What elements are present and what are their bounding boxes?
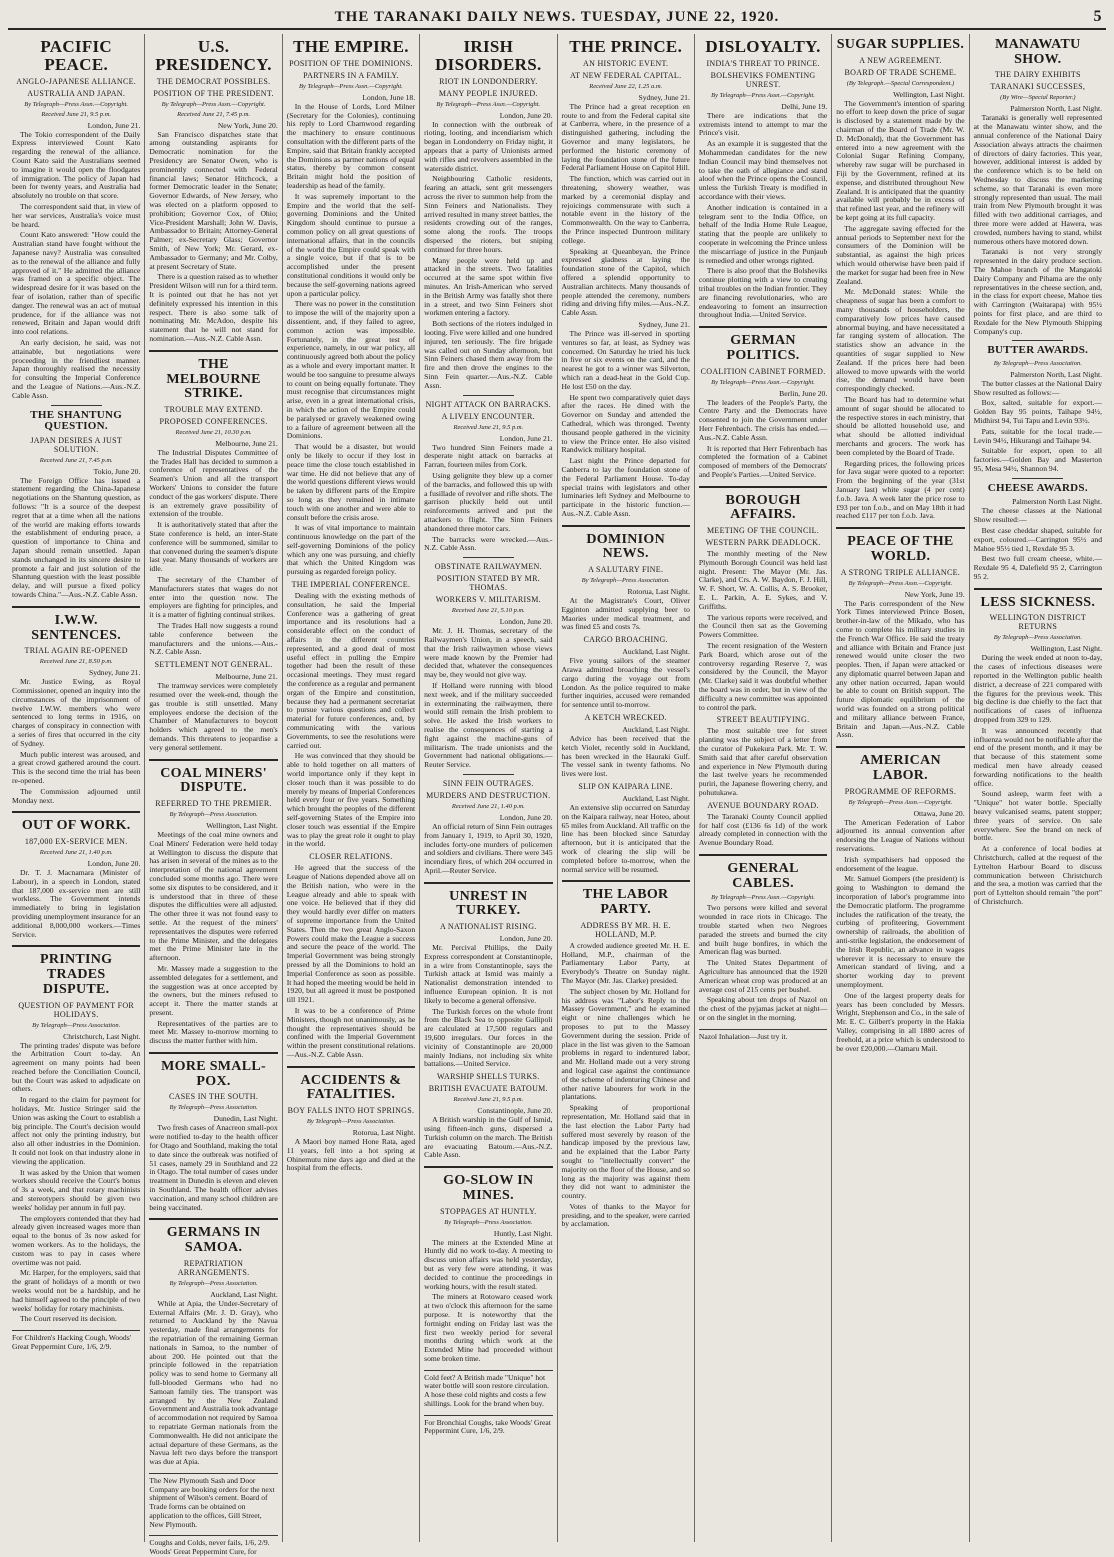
dateline: Sydney, June 21.	[88, 668, 141, 678]
paragraph: It was to be a conference of Prime Ministers, though not unanimously, as he thought the representatives should be confined with the Imperial Government within the present constitutional relations.—Aus.-N.Z. Cable Assn.	[286, 1005, 416, 1059]
paragraph: Neighbouring Catholic residents, fearing an attack, sent grit messengers across the river to summon help from the Sinn Feiners and Nationalists. They arrived resulted in many street battles, the residents crowding out of the ranges, some along the roofs. The troops dispersed the rioters, but sniping continued for three hours.	[424, 174, 553, 254]
advertisement: For Bronchial Coughs, take Woods' Great Peppermint Cure, 1/6, 2/9.	[424, 1415, 552, 1436]
paragraph: Mr. Percival Phillips, the Daily Express correspondent at Constantinople, in a wire from Constantinople, says the Turkish attack at Ismid was mainly a Nationalist demonstration intended to influence European opinion. It is not likely to become a general offensive.	[424, 943, 553, 1005]
subhead: COALITION CABINET FORMED.	[700, 366, 826, 376]
subhead: BOARD OF TRADE SCHEME.	[844, 67, 957, 77]
column-1	[8, 34, 145, 1542]
headline-american-labor: AMERICAN LABOR.	[859, 753, 941, 783]
paragraph: Votes of thanks to the Mayor for presiding, and to the speaker, were carried by acclamation.	[561, 1201, 690, 1229]
column-7	[832, 34, 969, 1542]
headline-empire: THE EMPIRE.	[293, 37, 409, 56]
headline-less-sickness: LESS SICKNESS.	[980, 594, 1096, 610]
headline-out-of-work: OUT OF WORK.	[21, 818, 131, 834]
dateline: Palmerston North, Last Night.	[1010, 104, 1102, 114]
dateline: Delhi, June 19.	[781, 101, 828, 111]
paragraph: A Maori boy named Hone Rata, aged 11 years, fell into a hot spring at Ohinemutu nine days ago and died at the hospital from the effects.	[286, 1137, 416, 1173]
paragraph: The Government's intention of sparing no effort to keep down the price of sugar is disclosed by a statement made by the chairman of the Board of Trade (Mr. W. D. McDonald), that the Government has entered into a new agreement with the Colonial Sugar Refining Company, whereby raw sugar will be purchased in Fiji by the Government, refined at its expense, and distributed throughout New Zealand. It is anticipated that the quantity available will probably be in excess of that refined last year, and the refinery will be kept going at its full capacity.	[836, 98, 965, 223]
dateline: New York, June 20.	[217, 120, 278, 130]
paragraph: The Tokio correspondent of the Daily Express interviewed Count Kato regarding the renewal of the alliance. Count Kato said the Australians seemed to imagine it would open the floodgates of immigration. The policy of Japan had been for twenty years, and Australia had absolutely no trouble on that score.	[12, 129, 141, 201]
subhead: AUSTRALIA AND JAPAN.	[27, 88, 126, 98]
divider	[12, 811, 140, 813]
paragraph: At a conference of local bodies at Christchurch, called at the request of the Lyttelton Harbour Board to discuss communication between Christchurch and the sea, a motion was carried that the port of Lyttelton should remain "the port" of Christchurch.	[973, 844, 1102, 906]
paragraph: The Paris correspondent of the New York Times interviewed Prince Bosen, brother-in-law of the Mikado, who has come to complete his military studies in the French War Office. He said the treaty and alliance with Britain and France just renewed would unite closer the two peoples. Then, if Japan were attacked or any diplomatic quarrel between Japan and any other nation occurred, Japan would be able to count on British support. The future diplomatic equilibrium of the world was founded on a strong political and military alliance between France, Britain and Japan.—Aus.-N.Z. Cable Assn.	[836, 598, 965, 740]
divider	[974, 588, 1102, 590]
paragraph: Mr. Harper, for the employers, said that the grant of holidays of a month or two weeks would not be a hardship, and he had himself agreed to the principle of two weeks' holiday for rotary machinists.	[12, 1268, 141, 1313]
byline: By Telegraph—Press Assn.—Copyright.	[161, 100, 266, 108]
dateline: Palmerston North Last Night.	[1012, 497, 1102, 507]
byline: By Telegraph—Press Association.	[169, 1104, 258, 1112]
divider	[1012, 478, 1063, 479]
paragraph: Advice has been received that the ketch Violet, recently sold in Auckland, has been wrecked in the Hauraki Gulf. The vessel sank in twenty fathoms. No lives were lost.	[561, 734, 690, 779]
subhead: BOY FALLS INTO HOT SPRINGS.	[287, 1106, 415, 1116]
subhead: BRITISH EVACUATE BATOUM.	[428, 1084, 548, 1094]
headline-germans-samoa: GERMANS IN SAMOA.	[166, 1225, 261, 1256]
subhead: THE DEMOCRAT POSSIBLES.	[156, 76, 271, 86]
paragraph: The correspondent said that, in view of her war services, Australia's voice must be heard.	[12, 202, 141, 229]
divider	[463, 395, 514, 396]
divider	[12, 945, 140, 947]
paragraph: Speaking about ten drops of Nazol on the chest of the pyjamas jacket at night—or on the singlet in the morning.	[698, 995, 828, 1022]
byline: By Telegraph—Press Association.	[581, 577, 670, 585]
paragraph: Suitable for export, open to all factories.—Golden Bay and Masterton 95, Mesa 94½, Shannon 94.	[973, 446, 1102, 474]
subhead: REFERRED TO THE PREMIER.	[155, 798, 272, 808]
subhead: NIGHT ATTACK ON BARRACKS.	[425, 399, 551, 409]
paragraph: It was of vital importance to maintain continuous knowledge on the part of the self-governing Dominions of the policy which any one was pursuing, and chiefly that which the United Kingdom was pursuing as regarded foreign policy.	[286, 523, 416, 577]
paragraph: Many people were held up and attacked in the streets. Two fatalities occurred at the same spot within five minutes. An Irish-American who served in the British Army was fatally shot there in a street, and two Sinn Feiners shot workmen entering a factory.	[424, 255, 553, 318]
dateline: Sydney, June 21.	[638, 92, 690, 102]
advertisement: Coughs and Colds, never fails, 1/6, 2/9. Woods' Great Peppermint Cure, for	[149, 1535, 277, 1556]
paragraph: The miners at Rotowaro ceased work at two o'clock this afternoon for the same purpose. It is noteworthy that the fortnight ending on Friday last was the first two weekly period for several months during which work at the Extended Mine had proceeded without some broken time.	[424, 1292, 553, 1363]
paragraph: At the Magistrate's Court, Oliver Egginton admitted supplying beer to Maories under medical treatment, and was fined £5 and costs 7s.	[561, 596, 690, 632]
byline: By Telegraph—Press Association.	[169, 810, 258, 818]
byline: By Telegraph—Press Assn.—Copyright.	[711, 91, 815, 99]
paragraph: Meetings of the coal mine owners and Coal Miners' Federation were held today at Wellington to discuss the dispute that has arisen in several of the mines as to the interpretation of the national agreement concluded some months ago. There were some six disputes to be considered, and it is understood that in three of these disputes the difficulties were all adjusted. The other three it was not found easy to settle. At the request of the miners' representatives the disputes were referred to the Prime Minister, and the delegates met the Prime Minister late in the afternoon.	[149, 829, 278, 963]
dateline: Rotorua, Last Night.	[352, 1128, 416, 1138]
paragraph: If Holland were running with blood next week, and if the military succeeded in exterminating the railwaymen, there would still remain the Irish problem to solve. He asked the Irish workers to realise the consequences of starting a fight against the machine-guns of militarism. The trade unionists and the Government had national obligations.—Reuter Service.	[424, 680, 553, 770]
divider	[287, 1066, 415, 1068]
byline: By Telegraph—Press Association.	[306, 1118, 395, 1126]
divider	[149, 1052, 277, 1054]
paragraph: Two persons were killed and several wounded in race riots in Chicago. The trouble started when two Negroes paraded the streets and burned the city and built huge bonfires, in which the American flag was burned.	[698, 903, 828, 957]
byline: By Telegraph—Press Assn.—Copyright.	[299, 82, 403, 90]
paragraph: Mr. J. H. Thomas, secretary of the Railwaymen's Union, in a speech, said that the Irish railwaymen whose views were made known by the Premier had decided that, whatever the consequences may be, they would not give way.	[424, 626, 553, 680]
divider	[463, 557, 514, 558]
received-line: Received June 21, 9.5 p.m.	[41, 110, 112, 118]
column-8	[970, 34, 1106, 1542]
paragraph: There is a question raised as to whether President Wilson will run for a third term. It is pointed out that he has not yet definitely expressed his intention in this respect. There is also some talk of nominating Mr. McAdoo, despite his statement that he will not stand for nomination.—Aus.-N.Z. Cable Assn.	[149, 272, 278, 344]
paragraph: The most suitable tree for street planting was the subject of a letter from the curator of Pukekura Park. Mr. T. W. Smith said that after careful observation and experience in New Plymouth during the last twelve years he recommended puriri, the Japanese flowering cherry, and pohutukawa.	[698, 726, 828, 798]
divider	[699, 486, 827, 488]
paragraph: The Industrial Disputes Committee of the Trades Hall has decided to summon a conference of representatives of the Seamen's Union and all the transport Workers' Unions to consider the future conduct of the gas workers' dispute. There is an extremely grave possibility of extension of the trouble.	[149, 447, 278, 519]
byline: By Telegraph—Press Assn.—Copyright.	[24, 100, 129, 108]
headline-coal-miners: COAL MINERS' DISPUTE.	[160, 765, 267, 796]
received-line: Received June 21, 5.10 p.m.	[451, 607, 525, 615]
headline-pacific-peace: PACIFIC PEACE.	[40, 37, 113, 74]
headline-iww: I.W.W. SENTENCES.	[31, 612, 122, 643]
subhead: TARANAKI SUCCESSES,	[990, 82, 1086, 92]
subhead: POSITION OF THE PRESIDENT.	[153, 88, 274, 98]
headline-accidents: ACCIDENTS & FATALITIES.	[300, 1072, 402, 1103]
paragraph: Irish sympathisers had opposed the endorsement of the league.	[836, 854, 965, 873]
paragraph: Two fresh cases of Anacreon small-pox were notified to-day to the health officer for Otago and Southland, making the total to date since the outbreak was notified of 51 cases, namely 29 in Southland and 22 in Otago. The total number of cases under treatment in Dunedin is eleven and eleven in Southland. The health officer advises vaccination, and many school children are being vaccinated.	[149, 1123, 278, 1212]
headline-disloyalty: DISLOYALTY.	[705, 37, 821, 56]
paragraph: Dr. T. J. Macnamara (Minister of Labour), in a speech in London, stated that 187,000 ex-service men are still workless. The Government intends immediately to bring in legislation providing unemployment insurance for an additional 8,000,000 workers.—Times Service.	[12, 868, 141, 939]
paragraph: Dealing with the existing methods of consultation, he said the Imperial Conference was a gathering of great importance and its resolutions had a considerable effect on the conduct of affairs in the different countries represented, and a good deal of most useful effect in pulling the Empire together had been the result of these occasional meetings. They must regard the conference as a regular and permanent organ of the Empire and constitution, because they had a permanent secretariat to pursue various questions and collect material for future conferences, and, by communicating with the various Governments, to see the resolutions were carried out.	[286, 591, 416, 750]
divider	[699, 854, 827, 856]
column-5	[558, 34, 695, 1542]
paragraph: The secretary of the Chamber of Manufacturers states that wages do not enter into the question now. The employers are fighting for principles, and it is a matter of fighting continual strikes.	[149, 575, 278, 620]
paragraph: The Court reserved its decision.	[20, 1314, 117, 1324]
advertisement: Nazol Inhalation—Just try it.	[699, 1029, 827, 1042]
headline-us-presidency: U.S. PRESIDENCY.	[155, 37, 272, 74]
received-line: Received June 21, 1.40 p.m.	[39, 849, 113, 857]
paragraph: While at Apia, the Under-Secretary of External Affairs (Mr. J. D. Gray), who returned to Auckland by the Navua yesterday, made final arrangements for the repatriation of the remaining German nationals in Samoa, to the number of about 200. He pointed out that the principle followed in the repatriation policy was to send home to Germany all full-blooded Germans who had no Samoan family ties. The transport was arranged by the New Zealand Government and Australia took advantage of accommodation not required by Samoa to repatriate German nationals from the Commonwealth. He did not anticipate the actual departure of these Germans, as the Navua left two days before the transport was due at Apia.	[149, 1298, 278, 1467]
paragraph: The United States Department of Agriculture has announced that the 1920 American wheat crop was produced at an average cost of 215 cents per bushel.	[698, 958, 828, 994]
dateline: Sydney, June 21.	[638, 319, 690, 329]
headline-printing-trades: PRINTING TRADES DISPUTE.	[39, 952, 113, 997]
paragraph: As an example it is suggested that the Mohammedan candidates for the new Indian Council may bind themselves not to take the oath of allegiance and stand aloof when the Prince opens the Council, unless the Turkish Treaty is modified in accordance with their views.	[698, 139, 828, 202]
subhead: SINN FEIN OUTRAGES.	[442, 778, 534, 788]
dateline: Palmerston North, Last Night.	[1010, 369, 1102, 379]
paragraph: The American Federation of Labor adjourned its annual convention after endorsing the League of Nations without reservations.	[836, 817, 965, 854]
divider	[149, 1218, 277, 1220]
byline: By Telegraph—Press Association.	[169, 1279, 258, 1287]
subhead: PROPOSED CONFERENCES.	[159, 416, 268, 426]
paragraph: A crowded audience greeted Mr. H. E. Holland, M.P., chairman of the Parliamentary Labor Party, at Everybody's Theatre on Sunday night. The Mayor (Mr. Jas. Clarke) presided.	[561, 940, 690, 985]
subhead: BOLSHEVIKS FOMENTING UNREST.	[710, 70, 816, 89]
subhead: INDIA'S THREAT TO PRINCE.	[706, 58, 820, 68]
paragraph: He was convinced that they should be able to hold together on all matters of world importance only if they kept in closer touch than it was possible to do merely by means of Imperial Conferences held every four or five years. Something which brought the peoples of the different self-governing States of the Empire into closer touch was essential if the Empire was to play the great role it ought to play in the world.	[286, 751, 416, 849]
divider	[836, 527, 964, 529]
advertisement: For Children's Hacking Cough, Woods' Great Peppermint Cure, 1/6, 2/9.	[12, 1330, 140, 1351]
headline-melbourne-strike: THE MELBOURNE STRIKE.	[166, 356, 261, 402]
dateline: London, June 21.	[499, 433, 553, 443]
subhead: PROGRAMME OF REFORMS.	[844, 786, 957, 796]
divider	[562, 880, 690, 882]
advertisement: Cold feet? A British made "Unique" hot water bottle will soon restore circulation. A hose these cold nights and costs a few shillings. Look for the brand when buy.	[424, 1370, 552, 1409]
paragraph: In connection with the outbreak of rioting, looting, and incendiarism which began in Londonderry on Friday night, it appears that a party of Unionists armed with rifles and revolvers assembled in the waterside district.	[424, 119, 553, 173]
paragraph: Last night the Prince departed for Canberra to lay the foundation stone of the Federal Parliament House. To-day special trains with legislators and other luminaries left Sydney and Melbourne to participate in the historic function.—Aus.-N.Z. Cable Assn.	[561, 456, 690, 518]
dateline: Melbourne, June 21.	[215, 672, 278, 682]
paragraph: Mr. Justice Ewing, as Royal Commissioner, opened an inquiry into the circumstances of the imprisonment of twelve I.W.W. members who were sentenced to long terms in 1916, on charges of conspiracy in connection with a series of fires that occurred in the city of Sydney.	[12, 677, 141, 748]
dateline: Dunedin, Last Night.	[213, 1114, 278, 1124]
article-columns	[8, 34, 1106, 1556]
subhead: A LIVELY ENCOUNTER.	[441, 411, 535, 421]
divider	[1012, 340, 1063, 341]
subhead: WELLINGTON DISTRICT RETURNS	[989, 613, 1087, 632]
dateline: London, June 20.	[499, 934, 553, 944]
subhead: CASES IN THE SOUTH.	[169, 1092, 259, 1102]
subhead: ADDRESS BY MR. H. E. HOLLAND, M.P.	[580, 920, 671, 939]
paragraph: In the House of Lords, Lord Milner (Secretary for the Colonies), continuing his reply to Lord Charnwood regarding the machinery to ensure continuous consultation with the different parts of the Empire, said that Britain frankly accepted the Dominions as partner nations of equal status, thereby by common consent Britain might hold the position of leadership as head of the family.	[286, 101, 416, 191]
subhead: A NATIONALIST RISING.	[440, 922, 537, 932]
subhead: SLIP ON KAIPARA LINE.	[578, 782, 673, 792]
paragraph: Taranaki is generally well represented at the Manawatu winter show, and the annual conference of the National Dairy Association always attracts the chairmen of directors of dairy factories. This year, however, additional interest is added by the conference which is to be held on Wednesday to discuss the marketing scheme, so that Taranaki is even more strongly represented than usual. The mail train from New Plymouth brought it was filled with two additional carriages, and three more were added at Hawera, was crowded, numbers having to stand, whilst numerous others have motored down.	[973, 113, 1102, 246]
paragraph: Mr. McDonald states: While the cheapness of sugar has been a comfort to many thousands of householders, the comparatively low prices have caused abnormal buying, and have necessitated a far ranging system of allocation. The statistics show an advance in the quantities of sugar supplied to New Zealand. If the prices here had been allowed to move upwards with the world rise, the demand would have been correspondingly checked.	[836, 287, 965, 394]
paragraph: The Turkish forces on the whole front from the Black Sea to opposite Gallipoli are calculated at 17,500 regulars and 19,600 irregulars. Our forces in the vicinity of Constantinople are 20,000 mainly Indians, not including six white battalions.—United Service.	[424, 1006, 553, 1069]
paragraph: One of the largest property deals for years has been concluded by Messrs. Wright, Stephenson and Co., in the sale of Mr. E. C. Gilbert's property in the Hakia Valley, comprising in all 1880 acres of freehold, at a price which is understood to be over £20,000.—Oamaru Mail.	[836, 990, 965, 1053]
subhead: AVENUE BOUNDARY ROAD.	[707, 800, 819, 810]
byline: By Telegraph—Press Association.	[444, 1218, 533, 1226]
dateline: Wellington, Last Night.	[1030, 644, 1102, 654]
dateline: Berlin, June 20.	[779, 388, 828, 398]
paragraph: Sound asleep, warm feet with a "Unique" hot water bottle. Specially heavy vulcanised seams, patent stopper; three years of service. On sale everywhere. See the brand on neck of bottle.	[973, 789, 1102, 843]
subhead: 187,000 EX-SERVICE MEN.	[24, 837, 128, 847]
paragraph: Count Kato answered: "How could the Australian stand have fought without the Japanese navy? Australia was consulted as to the renewal of the alliance and fully approved of it." He admitted the alliance was framed on a specific object. The widespread desire for it was based on the fear of isolation, rather than of specific danger. The renewal was an act of mutual prudence, for if the alliance was not renewed, Britain and Japan would drift into cool relations.	[12, 230, 141, 337]
subhead: JAPAN DESIRES A JUST SOLUTION.	[30, 435, 123, 454]
paragraph: Regarding prices, the following prices for Java sugar were quoted to a reporter: From the beginning of the year (31st January last) white sugar (4 per cent) f.o.b. Java. A week later the price rose to £93 per ton f.o.b., and on May 18th it had reached £117 per ton f.o.b. Java.	[836, 458, 965, 521]
paragraph: The Board has had to determine what amount of sugar should be allocated to the respective stores in each ministry, that should be allotted household use, and what should be allotted individual merchants and grocers. The work has been completed by the Board of Trade.	[836, 394, 965, 457]
paragraph: The subject chosen by Mr. Holland for his address was "Labor's Reply to the Massey Government," and he examined eight or nine challenges which he proposes to put to the Massey Government during the session. Pride of place in the list was given to the Samoan problems in regard to indentured labor, and Mr. Holland made out a very strong and logical case against the continuance of the scheme of indenturing Chinese and other native labourers for work in the plantations.	[561, 986, 690, 1102]
paragraph: There was no power in the constitution to impose the will of the majority upon a dissentient, and, if they failed to agree, common action was impossible. Fortunately, in the great test of experience, namely, in our war policy, all continuously agreed both about the policy as a whole and every important matter. It would be too sanguine to presume always to count on being equally fortunate. They must recognise that circumstances might arise, even in a great international crisis, in which the action of the Empire could be paralysed or gravely weakened owing to a failure of agreement between all the Dominions.	[286, 299, 416, 441]
divider	[699, 326, 827, 328]
subhead: AT NEW FEDERAL CAPITAL.	[569, 70, 682, 80]
subhead: MEETING OF THE COUNCIL.	[707, 526, 820, 536]
subhead: MANY PEOPLE INJURED.	[438, 88, 538, 98]
paragraph: The barracks were wrecked.—Aus.-N.Z. Cable Assn.	[424, 534, 553, 553]
headline-sugar-supplies: SUGAR SUPPLIES.	[836, 37, 965, 52]
paragraph: Best two full cream cheese, white.—Rexdale 95 4, Dalefield 95 2, Carrington 95 2.	[973, 554, 1102, 581]
paragraph: The monthly meeting of the New Plymouth Borough Council was held last night. Present: The Mayor (Mr. Jas. Clarke), and Crs. A. W. Baydon, F. J. Hill, W. F. Short, W. A. Collis, A. S. Brooker, E. L. Parkin, A. E. Sykes, and V. Griffiths.	[698, 549, 828, 611]
headline-cheese-awards: CHEESE AWARDS.	[987, 481, 1088, 494]
dateline: Constantinople, June 20.	[477, 1106, 553, 1116]
paragraph: The Taranaki County Council applied for half cost (£136 6s 1d) of the work already completed in connection with the Avenue Boundary Road.	[698, 811, 828, 848]
paragraph: Two hundred Sinn Feiners made a desperate night attack on barracks at Farran, fourteen miles from Cork.	[424, 442, 553, 470]
dateline: London, June 20.	[499, 812, 553, 822]
dateline: London, June 20.	[499, 110, 553, 120]
divider	[424, 1166, 552, 1168]
dateline: London, June 21.	[87, 120, 141, 130]
paragraph: He spent two comparatively quiet days after the races. He dined with the Governor on Sunday and attended the Cathedral, which was thronged. Twenty thousand people gathered in the vicinity to view the Prince enter. He also visited Randwick military hospital.	[561, 392, 690, 455]
subhead: CARGO BROACHING.	[583, 635, 668, 645]
dateline: London, June 20.	[87, 859, 141, 869]
paragraph: Five young sailors of the steamer Arawa admitted broaching the vessel's cargo during the voyage out from London. As the police required to make further inquiries, accused were remanded for sentence until to-morrow.	[561, 656, 690, 710]
masthead	[8, 6, 1106, 30]
byline: By Telegraph—Press Association.	[993, 359, 1082, 367]
paragraph: Speaking at Queanbeyan, the Prince expressed gladness at laying the foundation stone of the Capitol, which offered a splendid opportunity to Australian architects. Many thousands of people attended the ceremony, numbers riding and driving fifty miles.—Aus.-N.Z. Cable Assn.	[561, 246, 690, 318]
divider	[562, 525, 690, 527]
paragraph: San Francisco dispatches state that among outstanding aspirants for Democratic nomination for the Presidency are Senator Owen, who is prominently connected with Federal financial laws; Senator Hitchcock, a former Democratic leader in the Senate; Governor Edwards, of New Jersey, who was elected on a platform opposed to prohibition; Governor Cox, of Ohio; Vice-President Marshall; John W. Davis, Ambassador to Britain; Attorney-General Palmer; ex-Secretary Glass; Governor Smith, of New York; Mr. Gerard, ex-Ambassador to Germany; and Mr. Colby, at present Secretary of State.	[149, 129, 278, 271]
subhead: THE DAIRY EXHIBITS	[994, 70, 1081, 80]
subhead: CLOSER RELATIONS.	[309, 852, 393, 862]
dateline: Ottawa, June 20.	[913, 808, 965, 818]
paragraph: In regard to the claim for payment for holidays, Mr. Justice Stringer said the Union was asking the Court to establish a big principle. The Court's decision would affect not only the printing industry, but also all other industries in the Dominion. It could not look on that industry alone in viewing the application.	[12, 1095, 141, 1166]
masthead-title: THE TARANAKI DAILY NEWS. TUESDAY, JUNE 22, 1920.	[334, 8, 780, 25]
paragraph: An early decision, he said, was not attainable, but negotiations were proceeding in the friendliest manner. Japan thoroughly realised the necessity for consulting the Imperial Conference and the League of Nations.—Aus.-N.Z. Cable Assn.	[12, 338, 141, 400]
received-line: Received June 22, 1.25 a.m.	[589, 82, 663, 90]
byline: By Telegraph—Press Assn.—Copyright.	[848, 798, 953, 806]
subhead: POSITION STATED BY MR. THOMAS.	[436, 574, 541, 593]
divider	[424, 882, 552, 884]
byline: (By Wire—Special Reporter.)	[1000, 94, 1076, 102]
column-6	[695, 34, 832, 1542]
headline-irish-disorders: IRISH DISORDERS.	[435, 37, 542, 74]
paragraph: It was supremely important to the Empire and the world that the self-governing Dominions and the United Kingdom should continue to pursue a common policy on all great questions of international affairs, that in the councils of the world the Empire could speak with a single voice, but if that is to be accomplished under the present constitutional conditions it would only be because the self-governing nations agreed upon a particular policy.	[286, 191, 416, 298]
headline-labor-party: THE LABOR PARTY.	[582, 887, 669, 918]
headline-peace-of-world: PEACE OF THE WORLD.	[847, 534, 954, 564]
byline: By Telegraph—Press Association.	[993, 634, 1082, 642]
subhead: TRIAL AGAIN RE-OPENED	[24, 646, 128, 656]
advertisement: The New Plymouth Sash and Door Company are booking orders for the next shipment of Wilson's cement. Board of Trade forms can be obtained on application to the offices, Gill Street, New Plymouth.	[149, 1473, 277, 1529]
column-2	[145, 34, 282, 1556]
paragraph: Another indication is contained in a telegram sent to the India Office, on behalf of the India Home Rule League, stating that the people are unlikely to cooperate in welcoming the Prince unless the miscarriage of justice in the Punjaub is remedied and other wrongs righted.	[698, 202, 828, 265]
divider	[463, 774, 514, 775]
dateline: Melbourne, June 21.	[215, 438, 278, 448]
subhead: THE IMPERIAL CONFERENCE.	[291, 580, 411, 590]
column-4	[420, 34, 557, 1542]
subhead: ANGLO-JAPANESE ALLIANCE.	[16, 76, 137, 86]
paragraph: A British warship in the Gulf of Ismid, using fifteen-inch guns, dispersed a Turkish column on the march. The British are evacuating Batoum.—Aus.-N.Z. Cable Assn.	[424, 1115, 553, 1160]
dateline: Tokio, June 20.	[93, 466, 141, 476]
dateline: Rotorua, Last Night.	[627, 587, 690, 597]
divider	[149, 759, 277, 761]
paragraph: The miners at the Extended Mine at Huntly did no work to-day. A meeting to discuss union affairs was held yesterday, but as very few were attending, it was decided to continue the proceedings in working hours, with the result stated.	[424, 1237, 553, 1291]
byline: By Telegraph—Press Assn.—Copyright.	[848, 579, 953, 587]
dateline: Auckland, Last Night.	[622, 647, 690, 657]
received-line: Received June 21, 10.30 p.m.	[175, 428, 252, 436]
headline-shantung: THE SHANTUNG QUESTION.	[30, 408, 123, 433]
paragraph: There is also proof that the Bolsheviks continue plotting with a view to creating tribal troubles on the Indian frontier. They are financing revolutionaries, who are endeavoring to foment an insurrection throughout India.—United Service.	[698, 266, 828, 320]
paragraph: Taranaki is not very strongly represented in the dairy produce section. The Mahoe branch of the Mangatoki Dairy Company and Pihama are the only representatives in the cheese section, and, in the class for export cheese, Mahoe ties with Carrington (Waitarapa) with 95½ points for first place, and are third to Rexdale for the New Plymouth Shipping Company's cup.	[973, 247, 1102, 336]
paragraph: The function, which was carried out in threatening, showery weather, was marked by a ceremonial display and rejoicings commensurate with such a notable event in the history of the Commonwealth. On the way to Canberra, the Prince inspected Duntroon military college.	[561, 174, 690, 245]
paragraph: The Prince had a great reception en route to and from the Federal capital site at Canberra, where, in the presence of a distinguished gathering, including the Governor and many legislators, he performed the historic ceremony of laying the foundation stone of the future Federal Parliament House on Capitol Hill.	[561, 101, 690, 173]
subhead: RIOT IN LONDONDERRY.	[439, 76, 538, 86]
paragraph: The Prince was ill-served in sporting ventures so far, at least, as Sydney was concerned. On Saturday he tried his luck in five or six events on the card, and the nearest he got to a winner was Silverton, which ran a dead-heat in the Gold Cup. He lost £50 on the day.	[561, 328, 690, 391]
subhead: TROUBLE MAY EXTEND.	[164, 404, 263, 414]
dateline: Wellington, Last Night.	[893, 89, 965, 99]
dateline: New York, June 19.	[904, 589, 965, 599]
received-line: Received June 21, 9.5 p.m.	[453, 423, 524, 431]
divider	[51, 405, 102, 406]
dateline: Auckland, Last Night.	[210, 1289, 278, 1299]
received-line: Received June 21, 7.45 p.m.	[39, 456, 113, 464]
byline: By Telegraph—Press Assn.—Copyright.	[711, 378, 815, 386]
subhead: SETTLEMENT NOT GENERAL.	[154, 660, 273, 670]
paragraph: It is reported that Herr Fehrenbach has completed the formation of a Cabinet composed of members of the Democrats' and People's Parties.—United Service.	[698, 443, 828, 479]
headline-butter-awards: BUTTER AWARDS.	[987, 344, 1089, 357]
paragraph: There are indications that the extremists intend to attempt to mar the Prince's visit.	[698, 110, 828, 138]
received-line: Received June 21, 9.5 p.m.	[453, 1096, 524, 1104]
subhead: A KETCH WRECKED.	[584, 713, 667, 723]
paragraph: Speaking of proportional representation, Mr. Holland said that in the last election the Labor Party had suffered most severely by reason of the handicap imposed by the previous law, and he explained that the Labor Party sought to "intellectually convert" the majority on the floor of the House, and so long as the majority was against them they did not want to administer the country.	[561, 1103, 690, 1201]
dateline: London, June 20.	[499, 617, 553, 627]
byline: (By Telegraph.—Special Correspondent.)	[846, 79, 955, 87]
subhead: WESTERN PARK DEADLOCK.	[705, 538, 821, 548]
subhead: REPATRIATION ARRANGEMENTS.	[177, 1258, 250, 1277]
divider	[12, 606, 140, 608]
byline: By Telegraph—Press Association.	[32, 1021, 121, 1029]
paragraph: Best case cheddar shaped, suitable for export, coloured.—Carrington 95½ and Mahoe 95½ tied 1, Rexdale 95 3.	[973, 525, 1102, 553]
paragraph: The printing trades' dispute was before the Arbitration Court to-day. An agreement on many points had been reached before the Conciliation Council, but the Court was asked to adjudicate on others.	[12, 1040, 141, 1094]
dateline: Wellington, Last Night.	[206, 820, 278, 830]
headline-dominion-news: DOMINION NEWS.	[586, 531, 665, 562]
paragraph: During the week ended at noon to-day, the cases of infectious diseases were reported in the Wellington public health district, a decrease of 221 compared with the figures for the previous week. This big decline is due chiefly to the fact that notifications of cases of influenza dropped from 329 to 129.	[973, 653, 1102, 724]
paragraph: The leaders of the People's Party, the Centre Party and the Democrats have consented to join the Government under Herr Fehrenbach. The crisis has ended.—Aus.-N.Z. Cable Assn.	[698, 397, 828, 442]
dateline: Christchurch, Last Night.	[63, 1031, 141, 1041]
paragraph: That would be a disaster, but would only be likely to occur if they lost in peace time the close touch established in war time. He did not believe that any of the world questions different views would be taken by different parts of the Empire so long as they remained in intimate touch with one another and were able to consult before the crisis arose.	[286, 442, 416, 522]
paragraph: The Commission adjourned until Monday next.	[12, 786, 141, 805]
paragraph: An official return of Sinn Fein outrages from January 1, 1919, to April 30, 1920, includes forty-one murders of policemen and soldiers and civilians. There were 345 incendiary fires, of which 204 occurred in April.—Reuter Service.	[424, 821, 553, 875]
paragraph: Mr. Massey made a suggestion to the assembled delegates for a settlement, and the suggestion was at once accepted by the owners, but the miners refused to accept it. There the matter stands at present.	[149, 963, 278, 1017]
headline-general-cables: GENERAL CABLES.	[727, 861, 799, 891]
paragraph: Using gelignite they blew up a corner of the barracks, and followed this up with a fusillade of revolver and rifle shots. The garrison pluckily held out until reinforcements arrived and put the attackers to flight. The Sinn Feiners abandoned three motor cars.	[424, 470, 553, 533]
paragraph: Both sections of the rioters indulged in looting. Five were killed and one hundred injured, ten seriously. The fire brigade was called out on Sunday afternoon, but Sinn Feiners chased them away from the fire and then drove the engines to the Sinn Fein quarter.—Aus.-N.Z. Cable Assn.	[424, 319, 553, 390]
paragraph: The employers contended that they had already given increased wages more than equal to the bonus of 3s now asked for women workers. As to the holidays, the custom was to pay in cases where overtime was not paid.	[12, 1213, 141, 1267]
subhead: A NEW AGREEMENT.	[859, 55, 942, 65]
paragraph: An extensive slip occurred on Saturday on the Kaipara railway, near Hoteo, about 65 miles from Auckland. All traffic on the line has been blocked since Saturday afternoon, but it is anticipated that the work of clearing the slip will be completed before to-morrow, when the normal service will be resumed.	[561, 803, 690, 874]
subhead: WARSHIP SHELLS TURKS.	[437, 1072, 540, 1082]
byline: By Telegraph—Press Assn.—Copyright.	[711, 894, 815, 902]
headline-small-pox: MORE SMALL-POX.	[161, 1059, 266, 1089]
dateline: Huntly, Last Night.	[493, 1228, 553, 1238]
subhead: MURDERS AND DESTRUCTION.	[426, 790, 551, 800]
divider	[149, 350, 277, 352]
headline-go-slow: GO-SLOW IN MINES.	[443, 1173, 534, 1203]
paragraph: The recent resignation of the Western Park Board, which arose out of the controversy regarding Reserve ?, was considered by the Council, the Mayor (Mr. Clarke) said it was doubtful whether the board was in order, but in view of the difficulty a new committee was appointed to control the park.	[698, 641, 828, 712]
subhead: STOPPAGES AT HUNTLY.	[440, 1206, 537, 1216]
subhead: A SALUTARY FINE.	[588, 565, 664, 575]
subhead: POSITION OF THE DOMINIONS.	[289, 58, 413, 68]
headline-borough-affairs: BOROUGH AFFAIRS.	[725, 492, 801, 523]
paragraph: The tramway services were completely resumed over the week-end, though the gas trouble is still unsettled. Many employees endorse the decision of the Chamber of Manufacturers to boycott holders which agreed to the men's demands. This threatens to jeopardise a very general settlement.	[149, 681, 278, 752]
dateline: London, June 18.	[362, 92, 416, 102]
subhead: QUESTION OF PAYMENT FOR HOLIDAYS.	[18, 1000, 135, 1019]
paragraph: Much public interest was aroused, and a great crowd gathered around the court. This is the second time the trial has been re-opened.	[12, 749, 141, 785]
received-line: Received June 21, 8.50 p.m.	[39, 658, 113, 666]
paragraph: The Foreign Office has issued a statement regarding the China-Japanese negotiations on the Shantung question, as follows: "It is a source of the deepest regret that at a time when all the nations of the world are making efforts towards the establishment of enduring peace, a question of importance to China and Japan should remain unsettled. Japan stands unchanged in its sincere desire to promote a fair and just solution of the Shantung question with the least possible delay, and will pursue a fixed policy towards China."—Aus.-N.Z. Cable Assn.	[12, 475, 141, 600]
paragraph: Mr. Samuel Gompers (the president) is going to Washington to demand the incorporation of labor's programme into the Democratic platform. The programme includes the ratification of the treaty, the curbing of profiteering, Government ownership of railroads, the abolition of anti-strike legislation, the endorsement of the Irish Republic, an advance in wages wherever it is necessary to ensure the American standard of living, and a shorter working day to prevent unemployment.	[836, 874, 965, 989]
subhead: PARTNERS IN A FAMILY.	[303, 70, 399, 80]
paragraph: The Trades Hall now suggests a round table conference between the manufacturers and the unions.—Aus.-N.Z. Cable Assn.	[149, 621, 278, 657]
headline-unrest-turkey: UNREST IN TURKEY.	[449, 888, 528, 919]
paragraph: It was asked by the Union that women workers should receive the Court's bonus of 3s a week, and that rotary machinists and stereotypers should be given two weeks' holiday per annum in full pay.	[12, 1167, 141, 1212]
received-line: Received June 21, 1.40 p.m.	[451, 802, 525, 810]
paragraph: It is authoritatively stated that after the State conference is held, an inter-State conference will be summoned, similar to that convened during the seamen's dispute last year. Many thousands of workers are idle.	[149, 520, 278, 574]
column-3	[283, 34, 420, 1542]
subhead: OBSTINATE RAILWAYMEN.	[434, 562, 542, 572]
headline-german-politics: GERMAN POLITICS.	[726, 333, 800, 363]
subhead: WORKERS V. MILITARISM.	[435, 595, 541, 605]
subhead: AN HISTORIC EVENT.	[583, 58, 669, 68]
page-number: 5	[1093, 8, 1102, 25]
paragraph: Pats, suitable for the local trade.—Levin 94½, Hikurangi and Taihape 94.	[973, 426, 1102, 445]
paragraph: The cheese classes at the National Show resulted:—	[973, 506, 1102, 525]
paragraph: Box, salted, suitable for export.—Golden Bay 95 points, Taihape 94½, Midhirst 94, Tui Tapu and Levin 93½.	[973, 398, 1102, 426]
dateline: Auckland, Last Night.	[622, 794, 690, 804]
subhead: STREET BEAUTIFYING.	[716, 715, 810, 725]
subhead: A STRONG TRIPLE ALLIANCE.	[840, 567, 961, 577]
paragraph: He agreed that the success of the League of Nations depended above all on the British nation, who were in the League already and able to speak with one voice. He believed that if they did they would hardly ever differ on matters of supreme importance from the United States. Then the two great Anglo-Saxon Powers could make the League a success and secure the peace of the world. The Imperial Government was being strongly pressed by all the Dominions to hold an Imperial Conference as soon as possible. It had hoped the meeting would be held in 1920, but all agreed it must be postponed till 1921.	[286, 863, 416, 1005]
paragraph: It was announced recently that influenza would not be notifiable after the end of the present month, and it may be that because of this statement some medical men have already ceased forwarding notifications to the health office.	[973, 725, 1102, 788]
byline: By Telegraph—Press Assn.—Copyright.	[436, 100, 541, 108]
headline-the-prince: THE PRINCE.	[569, 37, 683, 56]
dateline: Auckland, Last Night.	[622, 725, 690, 735]
received-line: Received June 21, 7.45 p.m.	[177, 110, 251, 118]
paragraph: Representatives of the parties are to meet Mr. Massey to-morrow morning to discuss the matter further with him.	[149, 1018, 278, 1046]
divider	[836, 746, 964, 748]
headline-manawatu-show: MANAWATU SHOW.	[995, 37, 1081, 67]
paragraph: The various reports were received, and the Council then sat as the Governing Powers Committee.	[698, 612, 828, 640]
paragraph: The butter classes at the National Dairy Show resulted as follows:—	[973, 378, 1102, 397]
paragraph: The aggregate saving effected for the annual periods to September next for the consumers of the Dominion will be substantial, as against the high prices which would otherwise have been paid if the market for sugar had been free in New Zealand.	[836, 223, 965, 286]
